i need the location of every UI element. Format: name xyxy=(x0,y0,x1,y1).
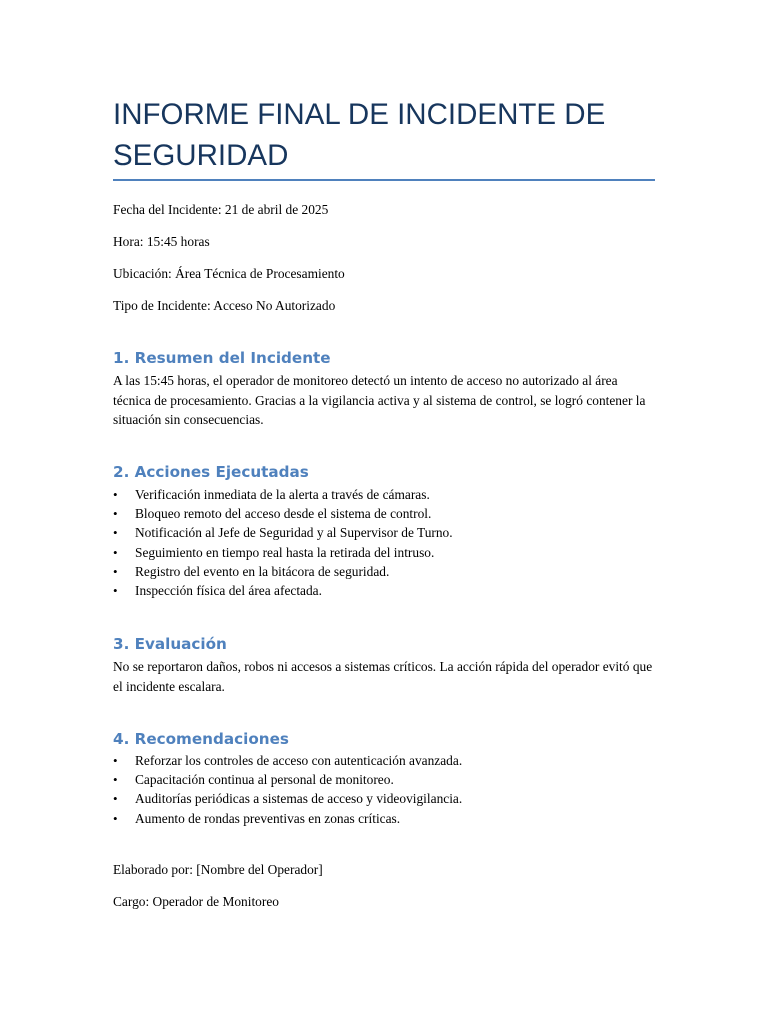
list-item-text: Registro del evento en la bitácora de seguridad. xyxy=(135,563,390,579)
list-item-text: Inspección física del área afectada. xyxy=(135,583,322,599)
list-item-text: Capacitación continua al personal de monitoreo. xyxy=(135,772,394,788)
list-item xyxy=(113,581,453,600)
list-item xyxy=(113,523,453,542)
incident-location: Ubicación: Área Técnica de Procesamiento xyxy=(113,266,345,281)
bullet-icon: • xyxy=(113,791,118,807)
list-item-text: Seguimiento en tiempo real hasta la retirada del intruso. xyxy=(135,544,435,560)
section-heading-recomendaciones: 4. Recomendaciones xyxy=(113,730,289,748)
document-title: INFORME FINAL DE INCIDENTE DE SEGURIDAD xyxy=(113,98,606,172)
list-item-text: Verificación inmediata de la alerta a través de cámaras. xyxy=(135,487,430,502)
bullet-icon: • xyxy=(113,810,118,826)
section-text-evaluacion: No se reportaron daños, robos ni accesos a sistemas críticos. La acción rápida del operador evitó que el incidente escalara. xyxy=(113,659,653,694)
incident-time: Hora: 15:45 horas xyxy=(113,234,210,249)
list-item xyxy=(113,809,462,828)
section-text-resumen: A las 15:45 horas, el operador de monitoreo detectó un intento de acceso no autorizado al área técnica de procesamiento. Gracias a la vigilancia activa y al sistema de control, se logró contener la situación sin consecuencias. xyxy=(113,373,646,427)
bullet-icon: • xyxy=(113,525,118,541)
list-item-text: Bloqueo remoto del acceso desde el sistema de control. xyxy=(135,506,432,522)
list-item xyxy=(113,504,453,523)
list-item-text: Reforzar los controles de acceso con autenticación avanzada. xyxy=(135,753,463,768)
list-item xyxy=(113,543,453,562)
section-heading-evaluacion: 3. Evaluación xyxy=(113,635,227,653)
bullet-icon: • xyxy=(113,487,118,502)
list-item-text: Notificación al Jefe de Seguridad y al Supervisor de Turno. xyxy=(135,525,453,541)
bullet-icon: • xyxy=(113,772,118,788)
acciones-list xyxy=(113,485,453,600)
bullet-icon: • xyxy=(113,506,118,522)
title-divider xyxy=(113,179,655,181)
incident-date: Fecha del Incidente: 21 de abril de 2025 xyxy=(113,202,329,217)
list-item xyxy=(113,770,462,789)
list-item-text: Aumento de rondas preventivas en zonas críticas. xyxy=(135,810,401,826)
bullet-icon: • xyxy=(113,563,118,579)
bullet-icon: • xyxy=(113,544,118,560)
recomendaciones-list xyxy=(113,751,462,828)
section-heading-resumen: 1. Resumen del Incidente xyxy=(113,349,331,367)
prepared-by: Elaborado por: [Nombre del Operador] xyxy=(113,862,323,877)
bullet-icon: • xyxy=(113,753,118,768)
list-item xyxy=(113,485,453,504)
bullet-icon: • xyxy=(113,583,118,599)
list-item-text: Auditorías periódicas a sistemas de acceso y videovigilancia. xyxy=(135,791,463,807)
position-title: Cargo: Operador de Monitoreo xyxy=(113,894,279,909)
list-item xyxy=(113,751,462,770)
section-heading-acciones: 2. Acciones Ejecutadas xyxy=(113,463,309,481)
list-item xyxy=(113,562,453,581)
incident-type: Tipo de Incidente: Acceso No Autorizado xyxy=(113,298,336,313)
list-item xyxy=(113,789,462,808)
